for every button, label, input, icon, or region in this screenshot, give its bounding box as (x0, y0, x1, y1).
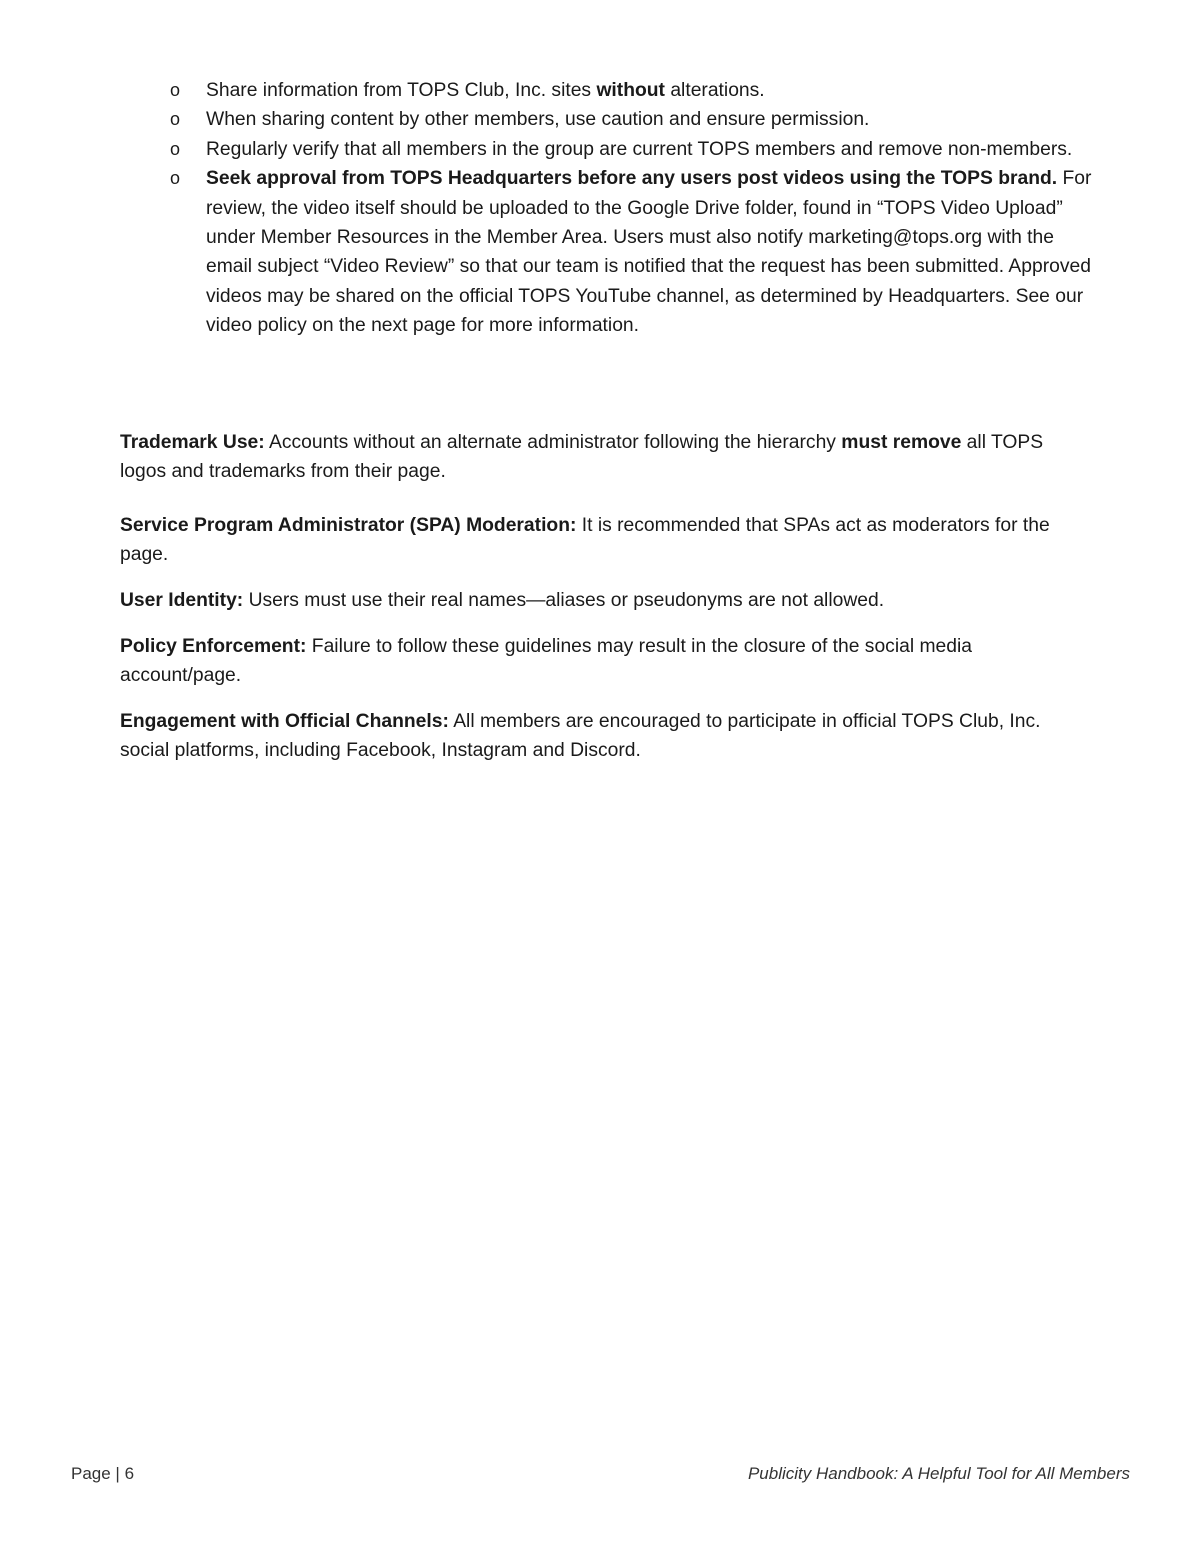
trademark-use-label: Trademark Use: (120, 432, 265, 453)
user-identity-label: User Identity: (120, 590, 244, 611)
bullet-marker: o (170, 138, 181, 159)
bullet-item-share-info (168, 76, 1093, 105)
bullet-item-caution (168, 105, 1093, 134)
bullet-item-verify-members (168, 135, 1093, 164)
guidelines-bullet-list (168, 76, 1093, 341)
official-channels-label: Engagement with Official Channels: (120, 711, 449, 732)
trademark-use-paragraph: Trademark Use: Accounts without an alternate administrator following the hierarchy must remove all TOPS logos and trademarks from their page. (120, 432, 1044, 483)
user-identity-paragraph: User Identity: Users must use their real names—aliases or pseudonyms are not allowed. (120, 590, 885, 611)
policy-enforcement-paragraph: Policy Enforcement: Failure to follow these guidelines may result in the closure of the social media account/page. (120, 636, 972, 687)
bullet-text: When sharing content by other members, use caution and ensure permission. (206, 109, 870, 131)
bullet-item-video-approval (168, 164, 1093, 340)
spa-moderation-paragraph: Service Program Administrator (SPA) Moderation: It is recommended that SPAs act as moderators for the page. (120, 515, 1050, 566)
bullet-marker: o (170, 109, 181, 130)
spa-moderation-label: Service Program Administrator (SPA) Moderation: (120, 515, 577, 536)
page-number: Page | 6 (71, 1464, 135, 1483)
bullet-text: Seek approval from TOPS Headquarters before any users post videos using the TOPS brand. For review, the video itself should be uploaded to the Google Drive folder, found in “TOPS Video Upload” under Member Resources in the Member Area. Users must also notify marketing@tops.org with the email subject “Video Review” so that our team is notified that the request has been submitted. Approved videos may be shared on the official TOPS YouTube channel, as determined by Headquarters. See our video policy on the next page for more information. (206, 168, 1092, 337)
document-title-footer: Publicity Handbook: A Helpful Tool for All Members (747, 1464, 1130, 1483)
bullet-text: Share information from TOPS Club, Inc. sites without alterations. (206, 80, 765, 101)
official-channels-paragraph: Engagement with Official Channels: All members are encouraged to participate in official TOPS Club, Inc. social platforms, including Facebook, Instagram and Discord. (120, 711, 1041, 762)
policy-enforcement-label: Policy Enforcement: (120, 636, 307, 657)
bullet-marker: o (170, 80, 181, 100)
bullet-marker: o (170, 168, 181, 189)
bullet-text: Regularly verify that all members in the group are current TOPS members and remove non-members. (206, 138, 1073, 160)
